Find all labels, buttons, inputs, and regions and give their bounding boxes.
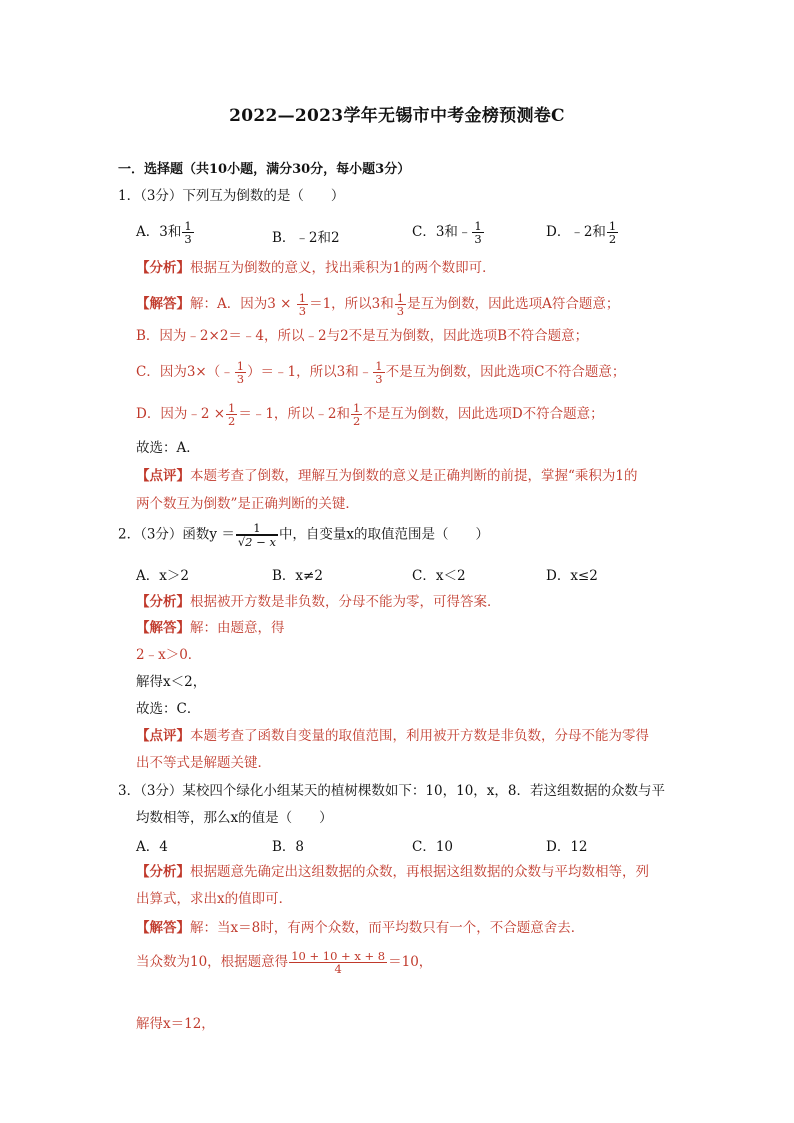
q2-choice: 故选：C． — [136, 701, 201, 717]
q2-comment-cont: 出不等式是解题关键． — [136, 755, 271, 771]
q2-option-b: B．x≠2 — [272, 568, 323, 584]
q3-option-b: B．8 — [272, 839, 305, 855]
q3-stem-cont: 均数相等，那么x的值是（ ） — [136, 810, 333, 826]
q3-option-d: D．12 — [546, 839, 588, 855]
section-heading: 一．选择题（共10小题，满分30分，每小题3分） — [118, 162, 411, 177]
q2-step-2: 解得x＜2， — [136, 674, 207, 690]
q1-answer-d: D．因为﹣2 × $\frac{1}{2}$ ＝﹣1，所以﹣2和 $\frac{1}{2}$ 不是互为倒数，因此选项D不符合题意； — [136, 401, 604, 428]
q1-option-d: D．﹣2和 $\frac{1}{2}$ — [546, 219, 617, 246]
q3-step-2: 解得x＝12， — [136, 1016, 215, 1032]
q1-answer-b: B．因为﹣2×2＝﹣4，所以﹣2与2不是互为倒数，因此选项B不符合题意； — [136, 328, 589, 344]
q3-option-a: A．4 — [136, 839, 168, 855]
q1-answer: 【解答】解：A．因为3 × $\frac{1}{3}$ ＝1，所以3和 $\frac{1}{3}$ 是互为倒数，因此选项A符合题意； — [136, 291, 620, 318]
q1-option-c: C．3和﹣ $\frac{1}{3}$ — [412, 219, 482, 246]
q2-stem: 2．（3分）函数y ＝ $\frac{1}{√2 - x}$ 中，自变量x的取值范围是（ ） — [118, 521, 490, 549]
q2-analysis: 【分析】根据被开方数是非负数，分母不能为零，可得答案． — [136, 594, 501, 610]
q2-step-1: 2﹣x＞0． — [136, 647, 202, 663]
q2-answer: 【解答】解：由题意，得 — [136, 620, 285, 636]
q1-analysis: 【分析】根据互为倒数的意义，找出乘积为1的两个数即可． — [136, 260, 496, 276]
q3-stem: 3．（3分）某校四个绿化小组某天的植树棵数如下：10，10，x，8．若这组数据的众数与平 — [118, 783, 665, 799]
q1-choice: 故选：A． — [136, 440, 200, 456]
q2-option-c: C．x＜2 — [412, 568, 466, 584]
page-title: 2022—2023学年无锡市中考金榜预测卷C — [229, 106, 565, 126]
q1-answer-c: C．因为3×（﹣ $\frac{1}{3}$ ）＝﹣1，所以3和﹣ $\frac{1}{3}$ 不是互为倒数，因此选项C不符合题意； — [136, 359, 626, 386]
q2-option-d: D．x≤2 — [546, 568, 598, 584]
q1-option-a: A．3和 $\frac{1}{3}$ — [136, 219, 192, 246]
q3-step-1: 当众数为10，根据题意得 $\frac{10 + 10 + x + 8}{4}$ ＝10， — [136, 949, 433, 976]
q1-comment-cont: 两个数互为倒数”是正确判断的关键． — [136, 496, 359, 512]
q2-option-a: A．x＞2 — [136, 568, 189, 584]
q1-comment: 【点评】本题考查了倒数，理解互为倒数的意义是正确判断的前提，掌握“乘积为1的 — [136, 468, 638, 484]
q1-stem: 1．（3分）下列互为倒数的是（ ） — [118, 188, 345, 204]
q2-comment: 【点评】本题考查了函数自变量的取值范围，利用被开方数是非负数，分母不能为零得 — [136, 728, 649, 744]
q1-option-b: B．﹣2和2 — [272, 230, 340, 246]
q3-option-c: C．10 — [412, 839, 454, 855]
q3-analysis: 【分析】根据题意先确定出这组数据的众数，再根据这组数据的众数与平均数相等，列 — [136, 864, 649, 880]
q3-answer: 【解答】解：当x＝8时，有两个众数，而平均数只有一个，不合题意舍去． — [136, 920, 585, 936]
q3-analysis-cont: 出算式，求出x的值即可． — [136, 891, 293, 907]
